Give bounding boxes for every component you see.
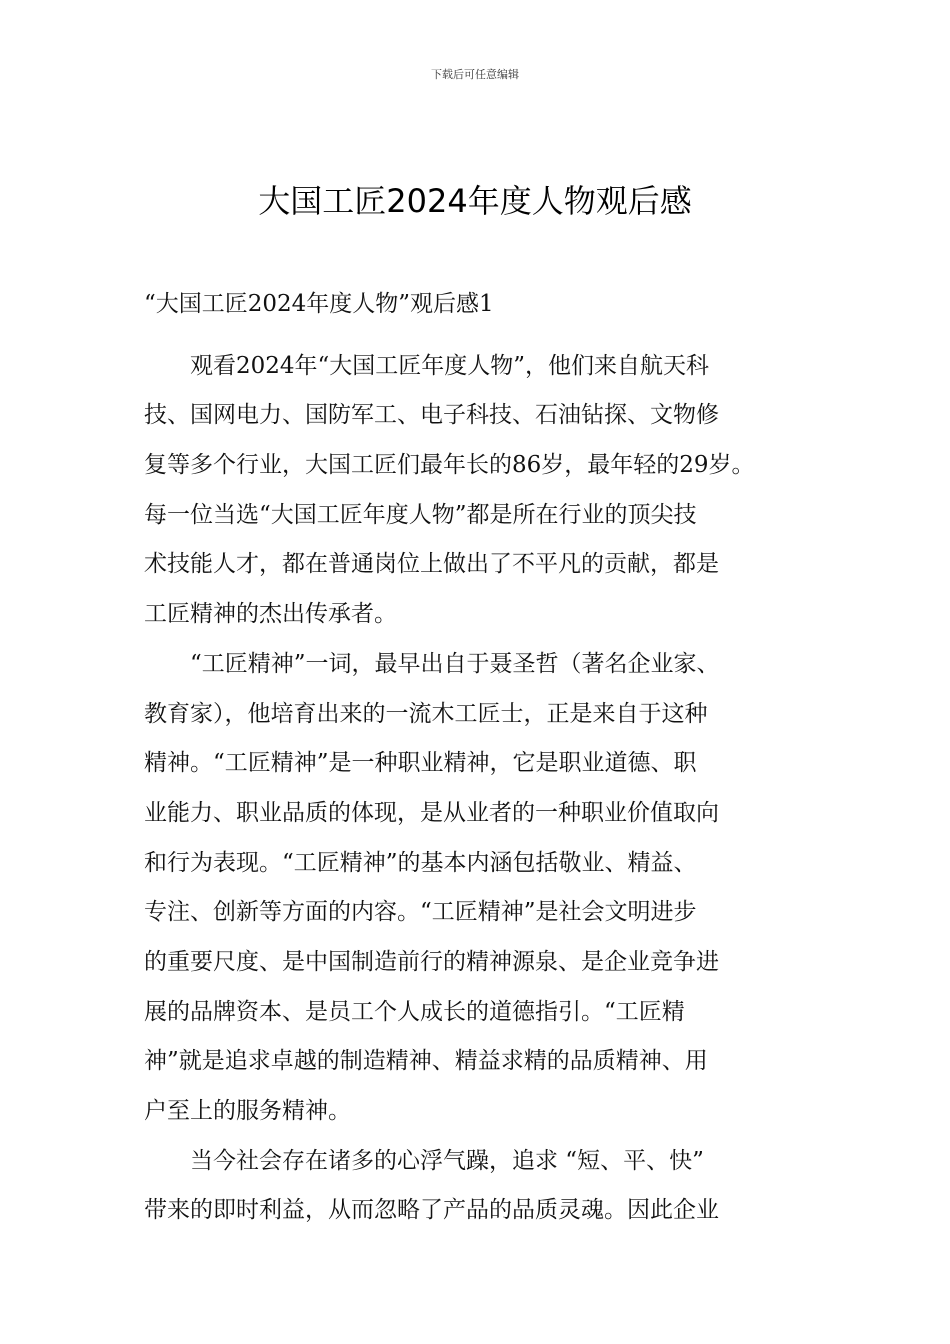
section-subtitle: “大国工匠2024年度人物”观后感1: [144, 291, 494, 317]
body-line: 业能力、职业品质的体现，是从业者的一种职业价值取向: [144, 799, 719, 826]
body-line: 带来的即时利益，从而忽略了产品的品质灵魂。因此企业: [144, 1197, 719, 1224]
body-line: 复等多个行业，大国工匠们最年长的86岁，最年轻的29岁。: [144, 452, 755, 479]
body-line: 和行为表现。“工匠精神”的基本内涵包括敬业、精益、: [144, 849, 697, 876]
body-line: 工匠精神的杰出传承者。: [144, 601, 397, 628]
body-line: 专注、创新等方面的内容。“工匠精神”是社会文明进步: [144, 899, 697, 926]
body-line: 户至上的服务精神。: [144, 1098, 351, 1124]
body-line: 的重要尺度、是中国制造前行的精神源泉、是企业竞争进: [144, 948, 719, 975]
body-line: 神”就是追求卓越的制造精神、精益求精的品质精神、用: [144, 1048, 708, 1075]
document-body: [144, 280, 824, 1236]
body-line: 展的品牌资本、是员工个人成长的道德指引。“工匠精: [144, 998, 685, 1025]
header-note: 下载后可任意编辑: [431, 68, 519, 81]
body-line: 精神。“工匠精神”是一种职业精神，它是职业道德、职: [144, 750, 697, 777]
body-line: “工匠精神”一词，最早出自于聂圣哲（著名企业家、: [144, 650, 720, 677]
body-line: 术技能人才，都在普通岗位上做出了不平凡的贡献，都是: [144, 551, 719, 578]
document-title: 大国工匠2024年度人物观后感: [258, 182, 692, 220]
body-line: 当今社会存在诸多的心浮气躁，追求 “短、平、快”: [144, 1147, 704, 1174]
body-line: 每一位当选“大国工匠年度人物”都是所在行业的顶尖技: [144, 501, 697, 528]
body-line: 教育家），他培育出来的一流木工匠士，正是来自于这种: [144, 700, 708, 727]
body-line: 观看2024年“大国工匠年度人物”，他们来自航天科: [144, 352, 710, 379]
body-line: 技、国网电力、国防军工、电子科技、石油钻探、文物修: [144, 402, 719, 429]
